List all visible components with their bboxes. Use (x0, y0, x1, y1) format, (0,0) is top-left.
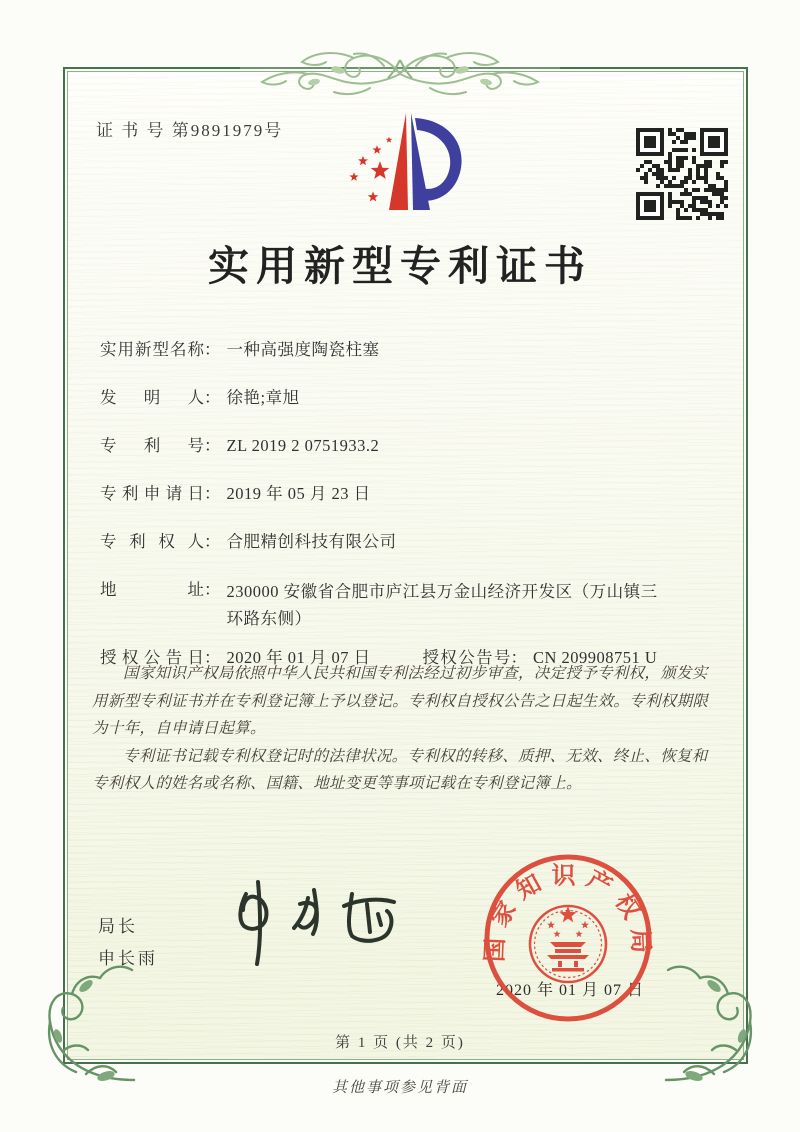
legal-paragraph-2: 专利证书记载专利权登记时的法律状况。专利权的转移、质押、无效、终止、恢复和专利权人的姓名或名称、国籍、地址变更等事项记载在专利登记簿上。 (92, 747, 708, 792)
field-label: 发明人 (100, 388, 204, 407)
colon: ： (204, 532, 221, 551)
field-label: 地址 (100, 580, 204, 599)
certificate-title: 实用新型专利证书 (208, 243, 592, 289)
certificate-number: 证 书 号 第9891979号 (96, 121, 284, 140)
colon: ： (204, 436, 221, 455)
field-value: 230000 安徽省合肥市庐江县万金山经济开发区（万山镇三环路东侧） (226, 582, 658, 628)
field-label: 专利申请日 (100, 484, 204, 503)
field-value: 一种高强度陶瓷柱塞 (226, 340, 380, 359)
qr-code (636, 128, 728, 220)
field-patentee (100, 530, 668, 553)
field-label: 实用新型名称 (100, 340, 204, 359)
director-title: 局长 (98, 917, 138, 936)
colon: ： (204, 388, 221, 407)
legal-paragraph-1: 国家知识产权局依照中华人民共和国专利法经过初步审查，决定授予专利权，颁发实用新型专利证书并在专利登记簿上予以登记。专利权自授权公告之日起生效。专利权期限为十年，自申请日起算。 (92, 665, 709, 737)
director-name: 申长雨 (98, 949, 158, 968)
grant-date-value: 2020 年 01 月 07 日 (226, 648, 371, 667)
field-address (100, 578, 668, 632)
field-value: 合肥精创科技有限公司 (226, 532, 397, 551)
field-label: 授权公告日 (100, 648, 204, 667)
field-utility-model-name (100, 338, 668, 361)
colon: ： (510, 648, 527, 667)
colon: ： (204, 580, 221, 599)
legal-text (92, 660, 718, 798)
field-filing-date (100, 482, 668, 505)
field-label: 授权公告号 (422, 648, 511, 667)
seal-date: 2020 年 01 月 07 日 (495, 982, 644, 999)
field-label: 专利号 (100, 436, 204, 455)
seal-ring-text: 国家知识产权局 (482, 863, 654, 963)
colon: ： (204, 340, 221, 359)
certificate-fields (100, 338, 668, 694)
field-value: 徐艳;章旭 (226, 388, 300, 407)
field-inventors (100, 386, 668, 409)
field-label: 专利权人 (100, 532, 204, 551)
director-signature (212, 874, 417, 974)
grant-number-value: CN 209908751 U (533, 648, 658, 667)
colon: ： (204, 648, 221, 667)
field-value: ZL 2019 2 0751933.2 (226, 436, 380, 455)
field-value: 2019 年 05 月 23 日 (226, 484, 371, 503)
field-patent-number (100, 434, 668, 457)
colon: ： (204, 484, 221, 503)
back-note: 其他事项参见背面 (331, 1080, 468, 1096)
cnipa-logo-icon (333, 108, 473, 228)
page-number: 第 1 页 (共 2 页) (335, 1035, 465, 1051)
